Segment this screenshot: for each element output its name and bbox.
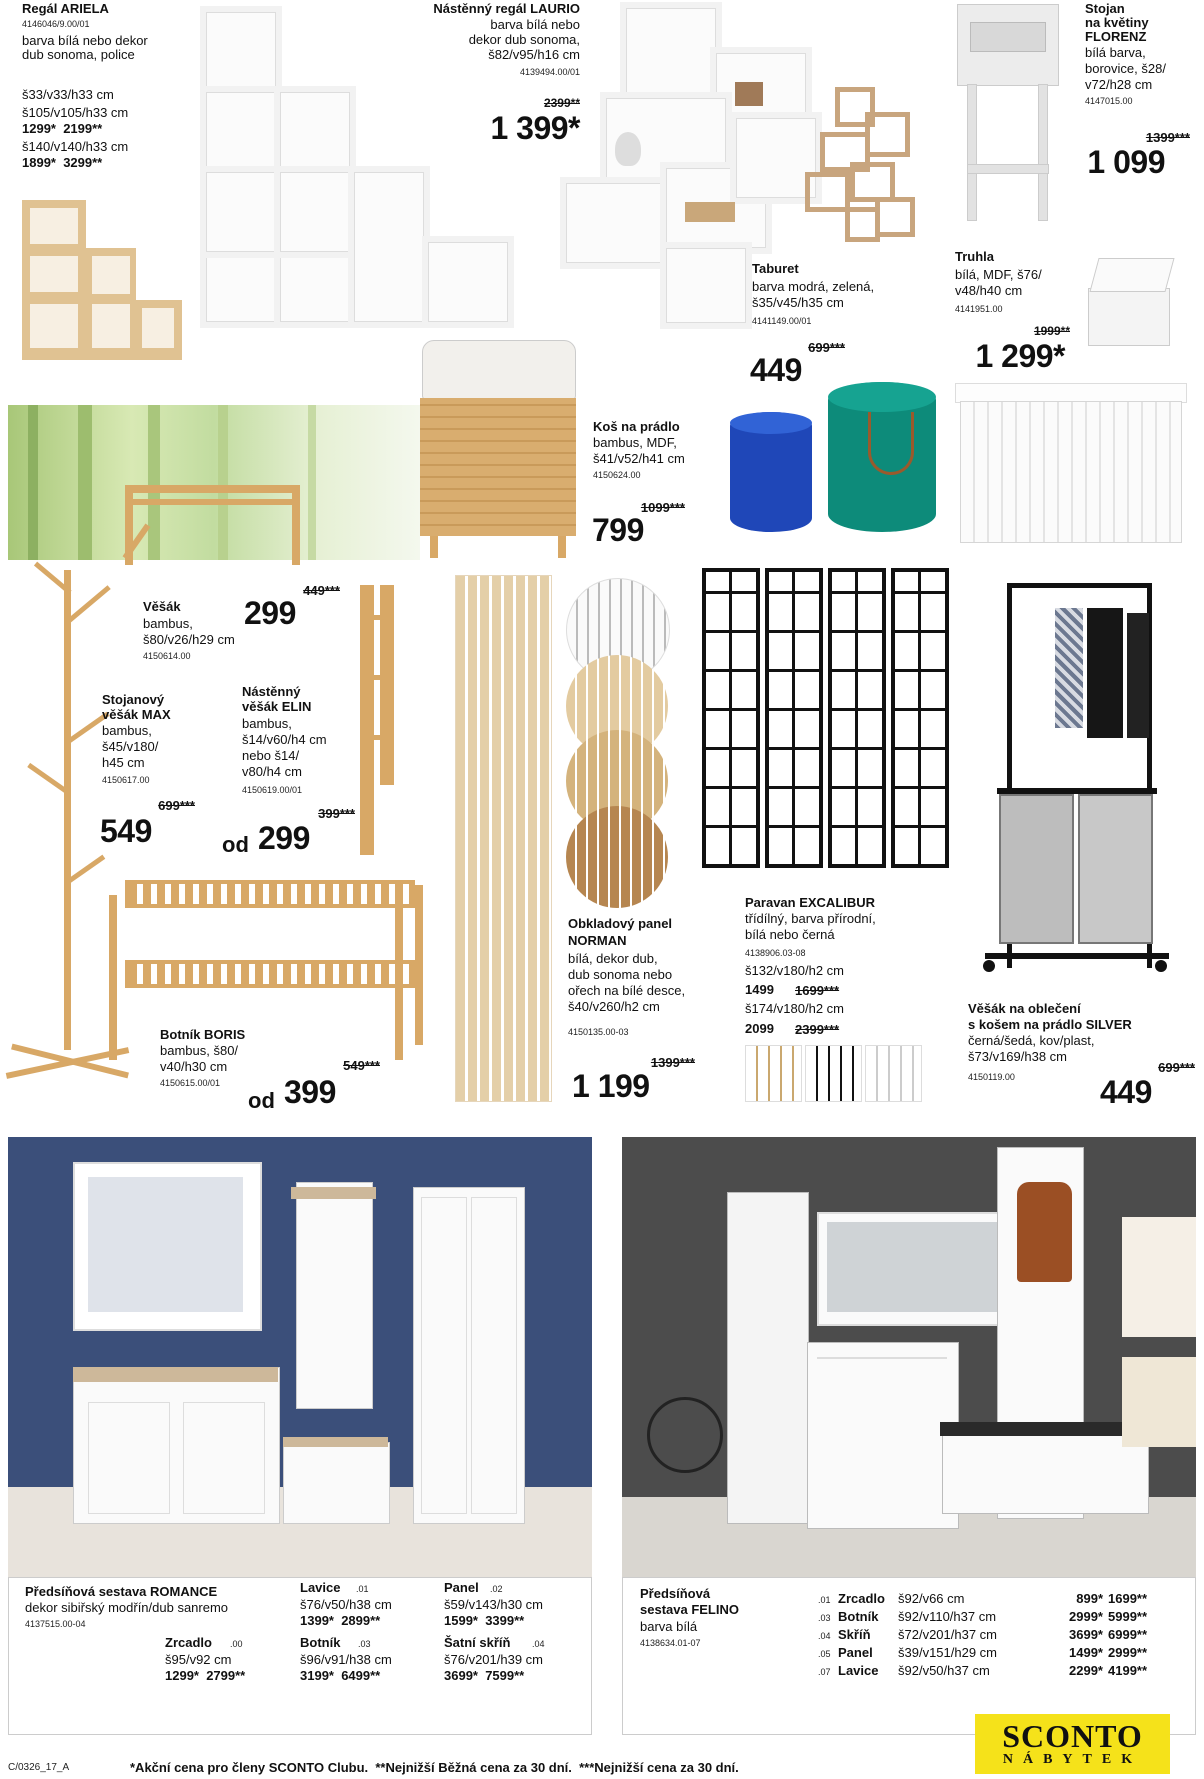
romance-item-panel-name: Panel	[444, 1580, 479, 1595]
laurio-code: 4139494.00/01	[519, 67, 580, 77]
elin-desc-1: bambus,	[242, 716, 292, 731]
felino-row5-name: Lavice	[838, 1663, 879, 1678]
laurio-desc-1: barva bílá nebo	[490, 17, 580, 32]
silver-title-2: s košem na prádlo SILVER	[968, 1017, 1132, 1032]
laurio-title: Nástěnný regál LAURIO	[433, 1, 580, 16]
sconto-logo-bottom: NÁBYTEK	[1002, 1752, 1143, 1767]
ariela-price-3: 1899* 3299**	[22, 155, 103, 170]
boris-price: 399	[284, 1074, 336, 1110]
excalibur-title: Paravan EXCALIBUR	[745, 895, 876, 910]
elin-desc-4: v80/h4 cm	[242, 764, 302, 779]
boris-desc-1: bambus, š80/	[160, 1043, 239, 1058]
romance-item-lavice-name: Lavice	[300, 1580, 341, 1595]
ariela-desc-1: barva bílá nebo dekor	[22, 33, 148, 48]
romance-item-lavice-no: .01	[356, 1584, 369, 1594]
excalibur-variant-2: š174/v180/h2 cm	[745, 1001, 845, 1016]
vesak-image	[125, 485, 305, 570]
boris-title: Botník BORIS	[160, 1027, 246, 1042]
ariela-wood-image	[22, 200, 182, 360]
norman-code: 4150135.00-03	[568, 1027, 629, 1037]
felino-row4-no: .05	[818, 1649, 831, 1659]
max-title-2: věšák MAX	[102, 707, 171, 722]
silver-code: 4150119.00	[968, 1072, 1015, 1082]
romance-item-botnik-no: .03	[358, 1639, 371, 1649]
norman-old-price: 1399***	[650, 1055, 695, 1070]
taburet-old-price: 699***	[808, 340, 845, 355]
silver-desc-2: š73/v169/h38 cm	[968, 1049, 1068, 1064]
felino-title-2: sestava FELINO	[640, 1602, 739, 1617]
excalibur-old-price-1: 1699***	[795, 983, 840, 998]
max-title-1: Stojanový	[102, 692, 165, 707]
felino-row2-p1: 2999*	[1069, 1609, 1103, 1624]
vesak-title: Věšák	[143, 599, 181, 614]
florenz-title-1: Stojan	[1085, 1, 1125, 16]
florenz-title-3: FLORENZ	[1085, 29, 1147, 44]
romance-item-botnik-price: 3199* 6499**	[300, 1668, 381, 1683]
romance-item-skrin-no: .04	[532, 1639, 545, 1649]
elin-desc-2: š14/v60/h4 cm	[242, 732, 327, 747]
romance-item-lavice-dim: š76/v50/h38 cm	[300, 1597, 392, 1612]
romance-item-botnik-dim: š96/v91/h38 cm	[300, 1652, 392, 1667]
laurio-price: 1 399*	[490, 110, 580, 146]
elin-desc-3: nebo š14/	[242, 748, 300, 763]
elin-price: 299	[258, 820, 310, 856]
footer-code: C/0326_17_A	[8, 1762, 70, 1773]
felino-row4-p1: 1499*	[1069, 1645, 1103, 1660]
ariela-title: Regál ARIELA	[22, 1, 109, 16]
norman-desc-2: dub sonoma nebo	[568, 967, 673, 982]
felino-row5-p2: 4199**	[1108, 1663, 1148, 1678]
felino-row1-dim: š92/v66 cm	[898, 1591, 965, 1606]
excalibur-swatch-black	[805, 1045, 862, 1102]
ariela-variant-1: š33/v33/h33 cm	[22, 87, 114, 102]
felino-row2-no: .03	[818, 1613, 831, 1623]
boris-desc-2: v40/h30 cm	[160, 1059, 228, 1074]
truhla-image	[955, 383, 1190, 553]
felino-row4-p2: 2999**	[1108, 1645, 1148, 1660]
romance-image	[8, 1137, 592, 1577]
boris-image	[105, 875, 430, 1075]
felino-row5-dim: š92/v50/h37 cm	[898, 1663, 990, 1678]
max-old-price: 699***	[158, 798, 195, 813]
florenz-desc-2: borovice, š28/	[1085, 61, 1166, 76]
romance-item-zrcadlo-name: Zrcadlo	[165, 1635, 212, 1650]
excalibur-swatch-natural	[745, 1045, 802, 1102]
felino-row4-dim: š39/v151/h29 cm	[898, 1645, 998, 1660]
taburet-title: Taburet	[752, 261, 799, 276]
excalibur-desc-1: třídílný, barva přírodní,	[745, 911, 876, 926]
taburet-price: 449	[750, 352, 802, 388]
romance-title: Předsíňová sestava ROMANCE	[25, 1584, 218, 1599]
felino-row3-p1: 3699*	[1069, 1627, 1103, 1642]
vesak-old-price: 449***	[303, 583, 340, 598]
silver-desc-1: černá/šedá, kov/plast,	[968, 1033, 1095, 1048]
truhla-title: Truhla	[955, 249, 995, 264]
florenz-code: 4147015.00	[1085, 96, 1133, 106]
romance-item-panel-no: .02	[490, 1584, 503, 1594]
norman-image	[455, 575, 552, 1102]
laurio-image	[555, 2, 935, 332]
taburet-code: 4141149.00/01	[752, 316, 812, 326]
romance-item-panel-dim: š59/v143/h30 cm	[444, 1597, 544, 1612]
elin-code: 4150619.00/01	[242, 785, 303, 795]
felino-row5-p1: 2299*	[1069, 1663, 1103, 1678]
boris-old-price: 549***	[343, 1058, 380, 1073]
felino-row2-name: Botník	[838, 1609, 879, 1624]
felino-row5-no: .07	[818, 1667, 831, 1677]
kos-image	[420, 340, 580, 560]
kos-desc-1: bambus, MDF,	[593, 435, 677, 450]
romance-code: 4137515.00-04	[25, 1619, 86, 1629]
truhla-small-image	[1088, 258, 1174, 348]
kos-desc-2: š41/v52/h41 cm	[593, 451, 685, 466]
felino-row3-no: .04	[818, 1631, 831, 1641]
excalibur-old-price-2: 2399***	[795, 1022, 840, 1037]
truhla-old-price: 1999**	[1033, 324, 1070, 338]
florenz-desc-1: bílá barva,	[1085, 45, 1146, 60]
norman-title-1: Obkladový panel	[568, 916, 673, 931]
romance-item-zrcadlo-no: .00	[230, 1639, 243, 1649]
felino-row3-p2: 6999**	[1108, 1627, 1148, 1642]
excalibur-variant-1: š132/v180/h2 cm	[745, 963, 845, 978]
norman-desc-4: š40/v260/h2 cm	[568, 999, 660, 1014]
elin-title-2: věšák ELIN	[242, 699, 312, 714]
felino-row1-no: .01	[818, 1595, 831, 1605]
norman-title-2: NORMAN	[568, 933, 627, 948]
max-desc-1: bambus,	[102, 723, 152, 738]
taburet-desc-2: š35/v45/h35 cm	[752, 295, 844, 310]
excalibur-price-1: 1499	[745, 982, 774, 997]
vesak-desc-1: bambus,	[143, 616, 193, 631]
silver-title-1: Věšák na oblečení	[968, 1001, 1081, 1016]
elin-prefix: od	[222, 832, 249, 857]
taburet-green-image	[828, 382, 936, 532]
excalibur-code: 4138906.03-08	[745, 948, 806, 958]
silver-price: 449	[1100, 1074, 1152, 1110]
truhla-desc-2: v48/h40 cm	[955, 283, 1023, 298]
excalibur-image	[702, 568, 952, 873]
max-price: 549	[100, 813, 152, 849]
max-desc-3: h45 cm	[102, 755, 145, 770]
romance-item-panel-price: 1599* 3399**	[444, 1613, 525, 1628]
romance-item-zrcadlo-dim: š95/v92 cm	[165, 1652, 232, 1667]
excalibur-desc-2: bílá nebo černá	[745, 927, 835, 942]
florenz-image	[952, 4, 1060, 224]
ariela-variant-3: š140/v140/h33 cm	[22, 139, 129, 154]
sconto-logo[interactable]	[975, 1714, 1170, 1774]
norman-swatch-walnut	[566, 806, 668, 908]
max-desc-2: š45/v180/	[102, 739, 159, 754]
felino-title-1: Předsíňová	[640, 1586, 711, 1601]
kos-old-price: 1099***	[640, 500, 685, 515]
truhla-price: 1 299*	[975, 338, 1065, 374]
felino-code: 4138634.01-07	[640, 1638, 701, 1648]
kos-title: Koš na prádlo	[593, 419, 680, 434]
boris-prefix: od	[248, 1088, 275, 1113]
kos-code: 4150624.00	[593, 470, 641, 480]
laurio-desc-3: š82/v95/h16 cm	[488, 47, 580, 62]
florenz-old-price: 1399***	[1145, 130, 1190, 145]
elin-image	[360, 585, 410, 855]
sconto-logo-top: SCONTO	[1002, 1718, 1143, 1754]
romance-desc: dekor sibiřský modřín/dub sanremo	[25, 1600, 229, 1615]
silver-old-price: 699***	[1158, 1060, 1195, 1075]
taburet-blue-image	[730, 412, 812, 532]
ariela-code: 4146046/9.00/01	[22, 19, 90, 29]
felino-row1-p1: 899*	[1076, 1591, 1103, 1606]
footer-note: *Akční cena pro členy SCONTO Clubu. **Nejnižší Běžná cena za 30 dní. ***Nejnižší cena za 30 dní.	[130, 1760, 739, 1775]
laurio-wood-variant	[805, 87, 925, 252]
laurio-desc-2: dekor dub sonoma,	[468, 32, 580, 47]
silver-image	[975, 578, 1175, 983]
romance-item-skrin-name: Šatní skříň	[444, 1635, 511, 1650]
felino-desc: barva bílá	[640, 1619, 698, 1634]
felino-row1-name: Zrcadlo	[838, 1591, 885, 1606]
excalibur-swatch-white	[865, 1045, 922, 1102]
norman-desc-1: bílá, dekor dub,	[568, 951, 658, 966]
felino-row1-p2: 1699**	[1108, 1591, 1148, 1606]
norman-price: 1 199	[572, 1068, 650, 1104]
excalibur-price-2: 2099	[745, 1021, 774, 1036]
max-code: 4150617.00	[102, 775, 150, 785]
laurio-old-price: 2399**	[543, 96, 580, 110]
taburet-desc-1: barva modrá, zelená,	[752, 279, 875, 294]
elin-old-price: 399***	[318, 806, 355, 821]
vesak-code: 4150614.00	[143, 651, 191, 661]
kos-price: 799	[592, 512, 644, 548]
felino-row4-name: Panel	[838, 1645, 873, 1660]
felino-row3-dim: š72/v201/h37 cm	[898, 1627, 998, 1642]
florenz-desc-3: v72/h28 cm	[1085, 77, 1153, 92]
romance-item-botnik-name: Botník	[300, 1635, 341, 1650]
romance-item-skrin-dim: š76/v201/h39 cm	[444, 1652, 544, 1667]
romance-item-zrcadlo-price: 1299* 2799**	[165, 1668, 246, 1683]
felino-image	[622, 1137, 1196, 1577]
ariela-variant-2: š105/v105/h33 cm	[22, 105, 129, 120]
florenz-price: 1 099	[1087, 144, 1165, 180]
romance-item-lavice-price: 1399* 2899**	[300, 1613, 381, 1628]
florenz-title-2: na květiny	[1085, 15, 1149, 30]
felino-row2-dim: š92/v110/h37 cm	[898, 1609, 997, 1624]
boris-code: 4150615.00/01	[160, 1078, 221, 1088]
vesak-desc-2: š80/v26/h29 cm	[143, 632, 235, 647]
romance-item-skrin-price: 3699* 7599**	[444, 1668, 525, 1683]
felino-row2-p2: 5999**	[1108, 1609, 1148, 1624]
ariela-desc-2: dub sonoma, police	[22, 47, 135, 62]
vesak-price: 299	[244, 595, 296, 631]
truhla-desc-1: bílá, MDF, š76/	[955, 267, 1042, 282]
felino-row3-name: Skříň	[838, 1627, 871, 1642]
truhla-code: 4141951.00	[955, 304, 1003, 314]
elin-title-1: Nástěnný	[242, 684, 301, 699]
ariela-price-2: 1299* 2199**	[22, 121, 103, 136]
norman-desc-3: ořech na bílé desce,	[568, 983, 686, 998]
